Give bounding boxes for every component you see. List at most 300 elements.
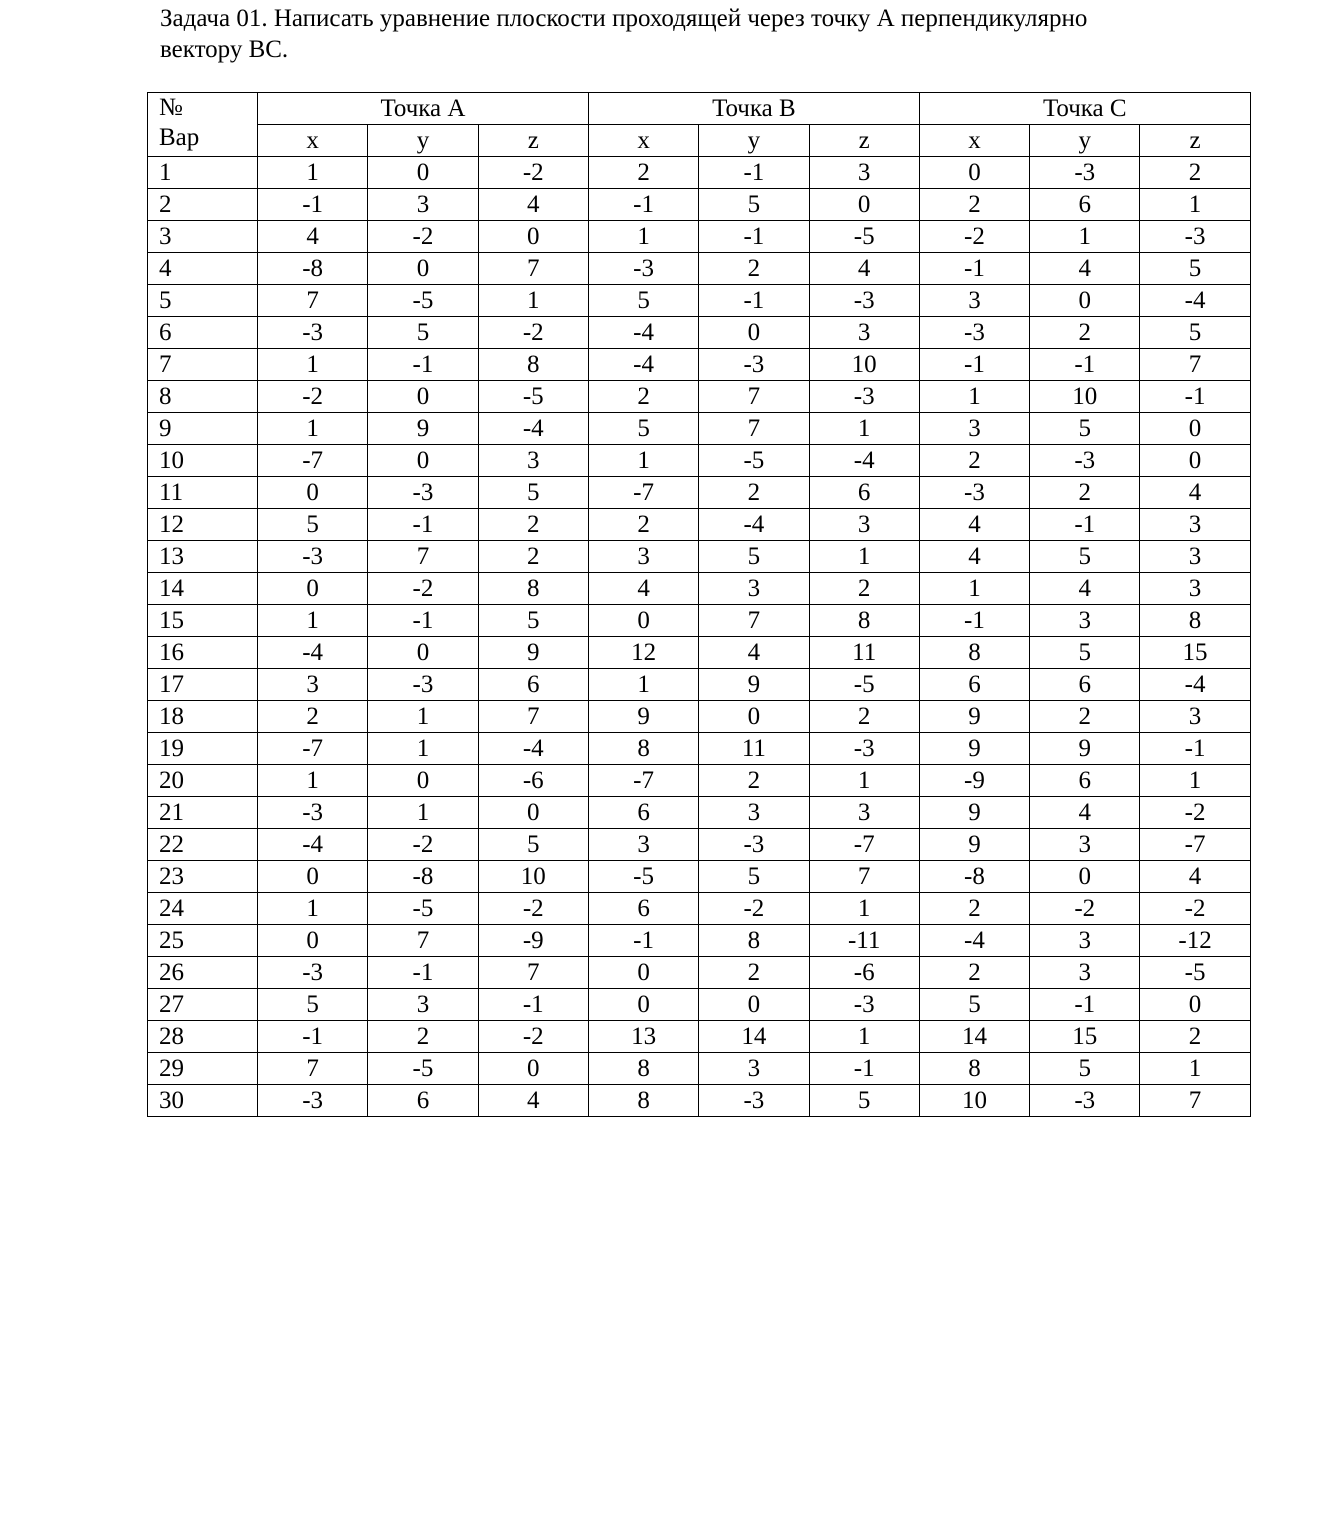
coordinate-cell: 2 (258, 701, 368, 733)
coordinate-cell: 4 (699, 637, 809, 669)
coordinate-cell: 3 (478, 445, 588, 477)
coordinate-cell: 3 (1030, 957, 1140, 989)
coordinate-cell: 4 (478, 1085, 588, 1117)
coordinate-cell: 3 (1030, 925, 1140, 957)
table-row (148, 1053, 1251, 1085)
coordinate-cell: -8 (919, 861, 1029, 893)
table-row (148, 157, 1251, 189)
coordinate-cell: 2 (368, 1021, 478, 1053)
coordinate-cell: 5 (1030, 637, 1140, 669)
table-row (148, 925, 1251, 957)
coordinate-cell: -3 (919, 317, 1029, 349)
header-row-axes (148, 125, 1251, 157)
variant-number-cell: 20 (148, 765, 258, 797)
coordinate-cell: 5 (1140, 253, 1250, 285)
coordinate-cell: 2 (809, 573, 919, 605)
coordinate-cell: 9 (919, 829, 1029, 861)
coordinate-cell: 12 (588, 637, 698, 669)
coordinate-cell: -3 (368, 669, 478, 701)
coordinate-cell: -1 (1030, 349, 1140, 381)
coordinate-cell: 3 (1140, 541, 1250, 573)
coordinate-cell: 2 (1030, 317, 1140, 349)
variant-number-cell: 16 (148, 637, 258, 669)
coordinate-cell: 1 (368, 733, 478, 765)
table-row (148, 701, 1251, 733)
coordinate-cell: 5 (919, 989, 1029, 1021)
coordinate-cell: -1 (258, 1021, 368, 1053)
coordinate-cell: 7 (699, 381, 809, 413)
coordinate-cell: 2 (699, 765, 809, 797)
coordinate-cell: 1 (258, 413, 368, 445)
coordinate-cell: -1 (699, 221, 809, 253)
coordinate-cell: 2 (919, 893, 1029, 925)
coordinate-cell: 4 (1030, 797, 1140, 829)
coordinate-cell: 1 (588, 445, 698, 477)
variant-number-cell: 1 (148, 157, 258, 189)
table-row (148, 861, 1251, 893)
table-row (148, 669, 1251, 701)
coordinate-cell: -3 (258, 1085, 368, 1117)
coordinate-cell: 0 (368, 765, 478, 797)
coordinate-cell: 14 (699, 1021, 809, 1053)
axis-header: x (919, 125, 1029, 157)
coordinate-cell: 5 (809, 1085, 919, 1117)
coordinate-cell: -9 (919, 765, 1029, 797)
coordinate-cell: -5 (368, 1053, 478, 1085)
coordinate-cell: -7 (258, 445, 368, 477)
coordinate-cell: 3 (699, 1053, 809, 1085)
coordinate-cell: -4 (809, 445, 919, 477)
coordinate-cell: 8 (478, 573, 588, 605)
coordinate-cell: -3 (699, 829, 809, 861)
coordinate-cell: 5 (478, 477, 588, 509)
coordinate-cell: 1 (258, 605, 368, 637)
table-row (148, 573, 1251, 605)
coordinate-cell: 2 (588, 509, 698, 541)
header-row-groups (148, 93, 1251, 125)
table-row (148, 381, 1251, 413)
coordinate-cell: -3 (368, 477, 478, 509)
coordinate-cell: -3 (258, 541, 368, 573)
table-row (148, 221, 1251, 253)
variant-number-cell: 26 (148, 957, 258, 989)
task-statement (160, 3, 1240, 65)
variant-number-cell: 22 (148, 829, 258, 861)
coordinate-cell: 1 (919, 573, 1029, 605)
table-row (148, 1085, 1251, 1117)
coordinate-cell: 7 (258, 1053, 368, 1085)
axis-header: z (1140, 125, 1250, 157)
coordinate-cell: 2 (919, 957, 1029, 989)
coordinate-cell: 2 (1030, 701, 1140, 733)
coordinate-cell: -2 (368, 221, 478, 253)
coordinate-cell: -1 (919, 253, 1029, 285)
coordinate-cell: -6 (478, 765, 588, 797)
coordinate-cell: 3 (809, 797, 919, 829)
coordinate-cell: 7 (699, 605, 809, 637)
coordinate-cell: -2 (699, 893, 809, 925)
coordinate-cell: 5 (699, 541, 809, 573)
coordinate-cell: 4 (478, 189, 588, 221)
coordinate-cell: 3 (809, 317, 919, 349)
coordinate-cell: -2 (478, 1021, 588, 1053)
coordinate-cell: 1 (258, 157, 368, 189)
coordinate-cell: -5 (588, 861, 698, 893)
coordinate-cell: 9 (588, 701, 698, 733)
coordinate-cell: 7 (1140, 349, 1250, 381)
coordinate-cell: -2 (478, 157, 588, 189)
coordinate-cell: 0 (258, 861, 368, 893)
coordinate-cell: 4 (1140, 861, 1250, 893)
coordinate-cell: 3 (368, 989, 478, 1021)
coordinate-cell: 8 (919, 1053, 1029, 1085)
coordinate-cell: 14 (919, 1021, 1029, 1053)
coordinate-cell: -2 (478, 893, 588, 925)
table-row (148, 253, 1251, 285)
coordinate-cell: 1 (919, 381, 1029, 413)
coordinate-cell: 1 (1140, 765, 1250, 797)
coordinate-cell: 0 (368, 253, 478, 285)
coordinate-cell: 0 (809, 189, 919, 221)
table-row (148, 829, 1251, 861)
coordinate-cell: 0 (478, 797, 588, 829)
coordinate-cell: -2 (1030, 893, 1140, 925)
axis-header: z (478, 125, 588, 157)
coordinate-cell: -5 (1140, 957, 1250, 989)
coordinate-cell: -1 (1140, 381, 1250, 413)
axis-header: x (258, 125, 368, 157)
coordinate-cell: -2 (1140, 797, 1250, 829)
variant-number-cell: 10 (148, 445, 258, 477)
coordinate-cell: 1 (258, 349, 368, 381)
coordinate-cell: 0 (368, 637, 478, 669)
coordinate-cell: -5 (809, 669, 919, 701)
coordinate-cell: 9 (368, 413, 478, 445)
coordinate-cell: 4 (1030, 253, 1140, 285)
task-statement-line2: вектору ВС. (160, 36, 289, 63)
variant-number-cell: 5 (148, 285, 258, 317)
coordinate-cell: 0 (368, 157, 478, 189)
coordinate-cell: 1 (588, 669, 698, 701)
coordinate-cell: 10 (1030, 381, 1140, 413)
coordinate-cell: 4 (809, 253, 919, 285)
coordinate-cell: 5 (1030, 413, 1140, 445)
coordinate-cell: 5 (478, 605, 588, 637)
coordinate-cell: -1 (919, 349, 1029, 381)
variant-number-cell: 13 (148, 541, 258, 573)
coordinate-cell: 2 (699, 957, 809, 989)
coordinate-cell: 10 (809, 349, 919, 381)
coordinate-cell: 3 (1140, 701, 1250, 733)
coordinate-cell: 6 (919, 669, 1029, 701)
coordinate-cell: -1 (478, 989, 588, 1021)
coordinate-cell: -1 (1030, 989, 1140, 1021)
coordinate-cell: 0 (258, 477, 368, 509)
coordinate-cell: 9 (919, 797, 1029, 829)
coordinate-cell: 11 (809, 637, 919, 669)
coordinate-cell: 5 (699, 189, 809, 221)
coordinate-cell: 6 (1030, 669, 1140, 701)
table-row (148, 605, 1251, 637)
coordinate-cell: 6 (368, 1085, 478, 1117)
coordinate-cell: -3 (699, 1085, 809, 1117)
axis-header: x (588, 125, 698, 157)
coordinate-cell: -8 (258, 253, 368, 285)
coordinate-cell: -5 (368, 893, 478, 925)
coordinate-cell: 1 (1030, 221, 1140, 253)
coordinate-cell: 3 (809, 157, 919, 189)
coordinate-cell: 5 (1140, 317, 1250, 349)
variant-number-cell: 15 (148, 605, 258, 637)
table-row (148, 765, 1251, 797)
coordinate-cell: -4 (1140, 285, 1250, 317)
coordinate-cell: 1 (809, 893, 919, 925)
coordinate-cell: -3 (1030, 1085, 1140, 1117)
coordinate-cell: 0 (588, 957, 698, 989)
variant-number-cell: 8 (148, 381, 258, 413)
coordinate-cell: 2 (478, 541, 588, 573)
variant-number-cell: 30 (148, 1085, 258, 1117)
coordinate-cell: 3 (1140, 509, 1250, 541)
coordinate-cell: -3 (588, 253, 698, 285)
coordinate-cell: 0 (699, 989, 809, 1021)
point-b-header: Точка В (588, 93, 919, 125)
table-body (148, 157, 1251, 1117)
coordinate-cell: 3 (1030, 605, 1140, 637)
coordinate-cell: 0 (368, 445, 478, 477)
coordinate-cell: 8 (699, 925, 809, 957)
point-a-header: Точка А (258, 93, 589, 125)
coordinate-cell: 5 (699, 861, 809, 893)
coordinate-cell: 7 (258, 285, 368, 317)
coordinate-cell: 11 (699, 733, 809, 765)
coordinate-cell: 6 (588, 797, 698, 829)
coordinate-cell: 3 (368, 189, 478, 221)
coordinate-cell: 3 (919, 413, 1029, 445)
variant-number-cell: 19 (148, 733, 258, 765)
coordinate-cell: -1 (588, 925, 698, 957)
coordinate-cell: 1 (809, 1021, 919, 1053)
coordinate-cell: -3 (1030, 445, 1140, 477)
coordinate-cell: 0 (478, 1053, 588, 1085)
coordinate-cell: 10 (919, 1085, 1029, 1117)
coordinate-cell: 7 (368, 925, 478, 957)
coordinate-cell: 1 (1140, 189, 1250, 221)
coordinate-cell: -3 (809, 733, 919, 765)
table-row (148, 349, 1251, 381)
coordinate-cell: 1 (258, 765, 368, 797)
coordinate-cell: 1 (258, 893, 368, 925)
coordinate-cell: 4 (1030, 573, 1140, 605)
coordinate-cell: 2 (919, 189, 1029, 221)
coordinate-cell: 2 (1140, 1021, 1250, 1053)
table-row (148, 509, 1251, 541)
coordinate-cell: -3 (258, 797, 368, 829)
coordinate-cell: 6 (809, 477, 919, 509)
coordinate-cell: -4 (1140, 669, 1250, 701)
coordinate-cell: -3 (699, 349, 809, 381)
coordinate-cell: -7 (588, 477, 698, 509)
coordinate-cell: 6 (478, 669, 588, 701)
coordinate-cell: -7 (588, 765, 698, 797)
coordinate-cell: -4 (258, 637, 368, 669)
point-c-header: Точка С (919, 93, 1250, 125)
coordinate-cell: -1 (258, 189, 368, 221)
table-row (148, 1021, 1251, 1053)
variant-number-cell: 2 (148, 189, 258, 221)
variant-number-cell: 9 (148, 413, 258, 445)
coordinate-cell: 3 (588, 541, 698, 573)
coordinate-cell: -3 (258, 317, 368, 349)
coordinate-cell: 0 (1030, 285, 1140, 317)
coordinate-cell: 5 (588, 413, 698, 445)
variant-number-cell: 24 (148, 893, 258, 925)
coordinate-cell: 1 (368, 797, 478, 829)
coordinate-cell: 8 (1140, 605, 1250, 637)
table-row (148, 893, 1251, 925)
coordinate-cell: 0 (919, 157, 1029, 189)
coordinate-cell: 4 (919, 541, 1029, 573)
coordinate-cell: -4 (478, 733, 588, 765)
variant-number-cell: 23 (148, 861, 258, 893)
variant-number-cell: 29 (148, 1053, 258, 1085)
coordinate-cell: -1 (699, 285, 809, 317)
table-row (148, 317, 1251, 349)
coordinate-cell: 8 (919, 637, 1029, 669)
coordinate-cell: 2 (1140, 157, 1250, 189)
coordinate-cell: 1 (588, 221, 698, 253)
coordinate-cell: 0 (699, 701, 809, 733)
axis-header: y (368, 125, 478, 157)
coordinate-cell: 3 (1030, 829, 1140, 861)
coordinate-cell: -1 (1140, 733, 1250, 765)
coordinate-cell: 0 (699, 317, 809, 349)
coordinate-cell: 7 (809, 861, 919, 893)
variant-number-cell: 25 (148, 925, 258, 957)
table-row (148, 285, 1251, 317)
table-row (148, 989, 1251, 1021)
coordinate-cell: -1 (1030, 509, 1140, 541)
axis-header: z (809, 125, 919, 157)
coordinate-cell: -5 (478, 381, 588, 413)
coordinate-cell: 9 (478, 637, 588, 669)
coordinate-cell: -3 (1140, 221, 1250, 253)
coordinate-cell: -7 (1140, 829, 1250, 861)
coordinate-cell: 4 (588, 573, 698, 605)
coordinate-cell: -7 (809, 829, 919, 861)
coordinate-cell: 7 (699, 413, 809, 445)
variant-number-cell: 6 (148, 317, 258, 349)
coordinate-cell: -6 (809, 957, 919, 989)
coordinate-cell: 8 (478, 349, 588, 381)
table-row (148, 189, 1251, 221)
coordinate-cell: 2 (478, 509, 588, 541)
axis-header: y (699, 125, 809, 157)
coordinate-cell: 7 (478, 957, 588, 989)
coordinate-cell: -1 (809, 1053, 919, 1085)
coordinate-cell: -5 (368, 285, 478, 317)
coordinate-cell: 5 (258, 509, 368, 541)
coordinate-cell: 5 (258, 989, 368, 1021)
variant-number-cell: 3 (148, 221, 258, 253)
coordinate-cell: 6 (588, 893, 698, 925)
variants-table (147, 92, 1251, 1117)
table-row (148, 413, 1251, 445)
variant-number-cell: 21 (148, 797, 258, 829)
coordinate-cell: 1 (809, 765, 919, 797)
coordinate-cell: -5 (699, 445, 809, 477)
coordinate-cell: 6 (1030, 189, 1140, 221)
coordinate-cell: 3 (809, 509, 919, 541)
coordinate-cell: 3 (588, 829, 698, 861)
coordinate-cell: -1 (368, 605, 478, 637)
task-statement-line1: Задача 01. Написать уравнение плоскости проходящей через точку А перпендикулярно (160, 5, 1088, 32)
coordinate-cell: -4 (919, 925, 1029, 957)
coordinate-cell: 0 (478, 221, 588, 253)
variant-number-cell: 27 (148, 989, 258, 1021)
table-row (148, 445, 1251, 477)
coordinate-cell: -2 (919, 221, 1029, 253)
variant-number-cell: 4 (148, 253, 258, 285)
coordinate-cell: 0 (258, 925, 368, 957)
coordinate-cell: -4 (699, 509, 809, 541)
coordinate-cell: -4 (258, 829, 368, 861)
coordinate-cell: -3 (1030, 157, 1140, 189)
table-row (148, 957, 1251, 989)
coordinate-cell: -11 (809, 925, 919, 957)
coordinate-cell: -5 (809, 221, 919, 253)
coordinate-cell: 1 (478, 285, 588, 317)
coordinate-cell: 6 (1030, 765, 1140, 797)
coordinate-cell: 1 (809, 413, 919, 445)
variant-number-header (148, 93, 258, 157)
coordinate-cell: -2 (368, 829, 478, 861)
variant-number-cell: 18 (148, 701, 258, 733)
coordinate-cell: 15 (1030, 1021, 1140, 1053)
coordinate-cell: 4 (1140, 477, 1250, 509)
coordinate-cell: -1 (588, 189, 698, 221)
coordinate-cell: -1 (368, 349, 478, 381)
coordinate-cell: 8 (588, 1085, 698, 1117)
coordinate-cell: -3 (258, 957, 368, 989)
coordinate-cell: 2 (1030, 477, 1140, 509)
coordinate-cell: 3 (699, 797, 809, 829)
coordinate-cell: -1 (699, 157, 809, 189)
coordinate-cell: 2 (588, 157, 698, 189)
coordinate-cell: -3 (809, 381, 919, 413)
coordinate-cell: 9 (1030, 733, 1140, 765)
coordinate-cell: 0 (258, 573, 368, 605)
coordinate-cell: 0 (588, 605, 698, 637)
coordinate-cell: 3 (1140, 573, 1250, 605)
coordinate-cell: 5 (368, 317, 478, 349)
coordinate-cell: 10 (478, 861, 588, 893)
coordinate-cell: 9 (919, 701, 1029, 733)
coordinate-cell: 1 (1140, 1053, 1250, 1085)
coordinate-cell: 2 (809, 701, 919, 733)
coordinate-cell: 0 (1140, 989, 1250, 1021)
coordinate-cell: 3 (258, 669, 368, 701)
coordinate-cell: -2 (478, 317, 588, 349)
coordinate-cell: 5 (478, 829, 588, 861)
coordinate-cell: -4 (588, 317, 698, 349)
coordinate-cell: -4 (478, 413, 588, 445)
variant-number-header-line2: Вар (159, 124, 200, 151)
coordinate-cell: -4 (588, 349, 698, 381)
coordinate-cell: 1 (809, 541, 919, 573)
coordinate-cell: -1 (368, 509, 478, 541)
coordinate-cell: -12 (1140, 925, 1250, 957)
